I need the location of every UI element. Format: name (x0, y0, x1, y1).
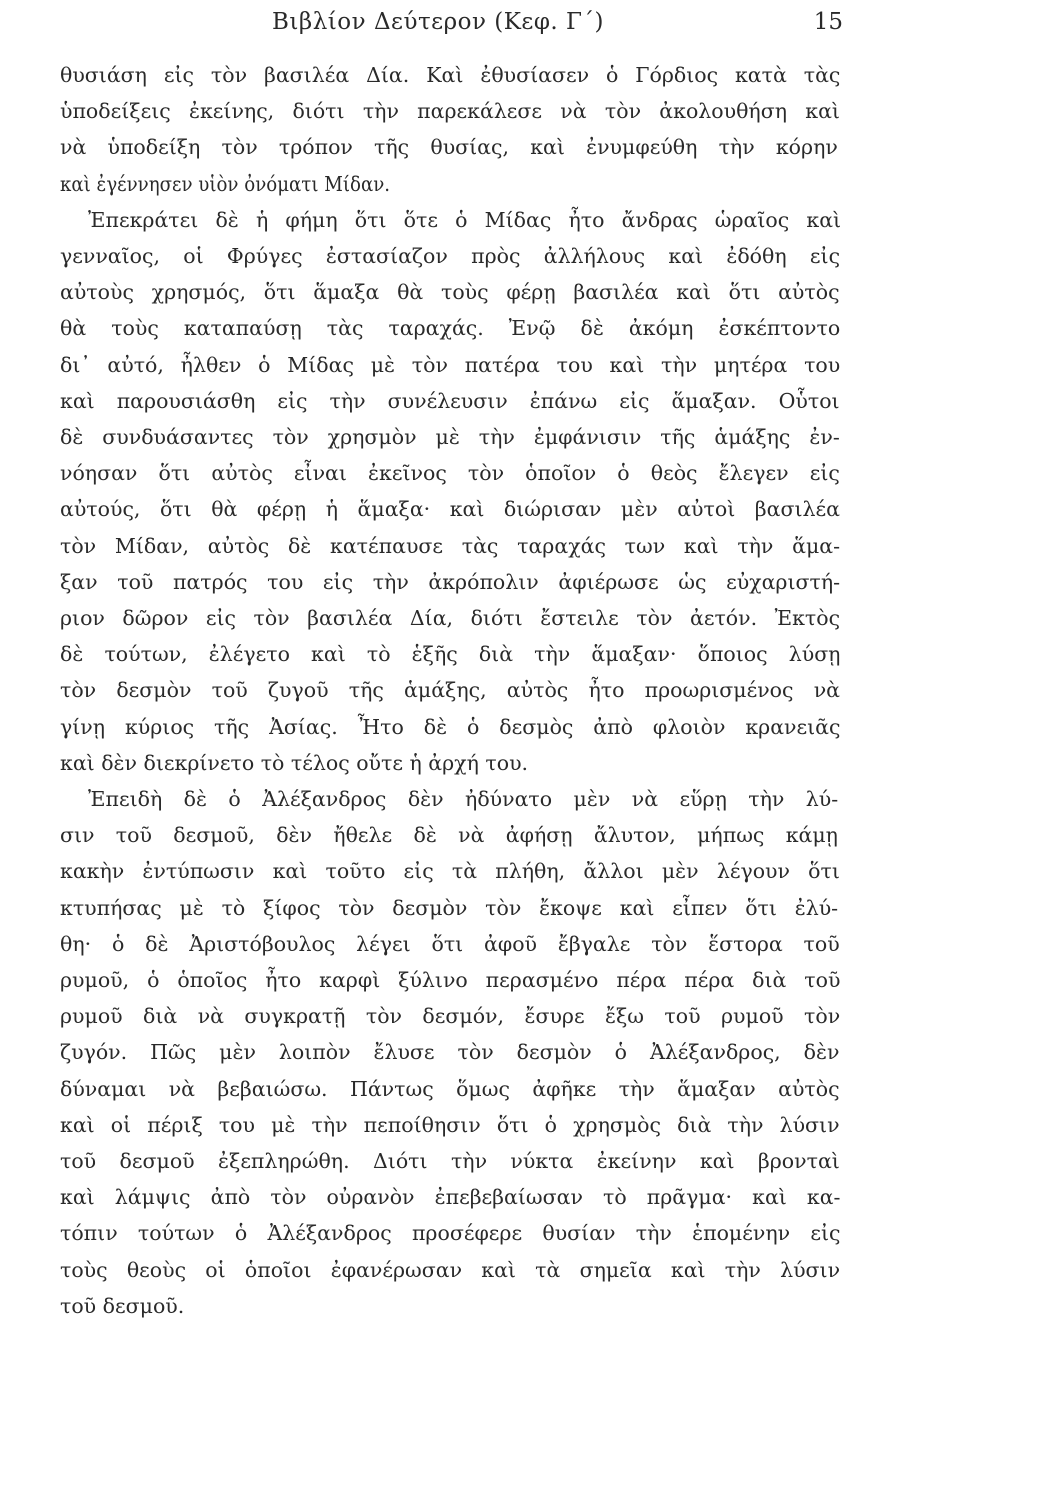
text-line: τοῦ δεσμοῦ ἐξεπληρώθη. Διότι τὴν νύκτα ἐκείνην καὶ βρονταὶ (60, 1149, 840, 1173)
text-line: δύναμαι νὰ βεβαιώσω. Πάντως ὅμως ἀφῆκε τὴν ἅμαξαν αὐτὸς (60, 1076, 840, 1101)
text-line: τὸν δεσμὸν τοῦ ζυγοῦ τῆς ἁμάξης, αὐτὸς ἦτο προωρισμένος νὰ (60, 678, 841, 703)
page-number: 15 (813, 9, 843, 35)
text-line: καὶ δὲν διεκρίνετο τὸ τέλος οὔτε ἡ ἀρχή του. (60, 750, 529, 775)
text-line: καὶ παρουσιάσθη εἰς τὴν συνέλευσιν ἐπάνω εἰς ἅμαξαν. Οὗτοι (60, 388, 840, 413)
text-line: τοὺς θεοὺς οἱ ὁποῖοι ἐφανέρωσαν καὶ τὰ σημεῖα καὶ τὴν λύσιν (60, 1257, 841, 1282)
text-line: δὲ συνδυάσαντες τὸν χρησμὸν μὲ τὴν ἐμφάνισιν τῆς ἁμάξης ἐν- (60, 425, 840, 449)
text-line: θυσιάση εἰς τὸν βασιλέα Δία. Καὶ ἐθυσίασεν ὁ Γόρδιος κατὰ τὰς (60, 63, 841, 87)
text-line: Ἐπεκράτει δὲ ἡ φήμη ὅτι ὅτε ὁ Μίδας ἦτο ἄνδρας ὡραῖος καὶ (88, 207, 842, 232)
text-line: τόπιν τούτων ὁ Ἀλέξανδρος προσέφερε θυσίαν τὴν ἑπομένην εἰς (60, 1221, 841, 1246)
text-line: γίνῃ κύριος τῆς Ἀσίας. Ἦτο δὲ ὁ δεσμὸς ἀπὸ φλοιὸν κρανειᾶς (60, 714, 841, 739)
text-line: ὑποδείξεις ἐκείνης, διότι τὴν παρεκάλεσε νὰ τὸν ἀκολουθήση καὶ (60, 99, 840, 124)
text-line: δι᾽ αὐτό, ἦλθεν ὁ Μίδας μὲ τὸν πατέρα του καὶ τὴν μητέρα του (60, 352, 841, 377)
text-line: νὰ ὑποδείξη τὸν τρόπον τῆς θυσίας, καὶ ἐνυμφεύθη τὴν κόρην (60, 135, 838, 160)
text-line: ρυμοῦ διὰ νὰ συγκρατῇ τὸν δεσμόν, ἔσυρε ἔξω τοῦ ρυμοῦ τὸν (60, 1004, 841, 1029)
text-line: θη· ὁ δὲ Ἀριστόβουλος λέγει ὅτι ἀφοῦ ἔβγαλε τὸν ἕστορα τοῦ (60, 931, 840, 956)
text-line: καὶ οἱ πέριξ του μὲ τὴν πεποίθησιν ὅτι ὁ χρησμὸς διὰ τὴν λύσιν (60, 1112, 840, 1137)
text-line: νόησαν ὅτι αὐτὸς εἶναι ἐκεῖνος τὸν ὁποῖον ὁ θεὸς ἔλεγεν εἰς (60, 461, 840, 486)
text-line: γενναῖος, οἱ Φρύγες ἐστασίαζον πρὸς ἀλλήλους καὶ ἐδόθη εἰς (60, 244, 841, 268)
text-line: σιν τοῦ δεσμοῦ, δὲν ἤθελε δὲ νὰ ἀφήσῃ ἄλυτον, μήπως κάμῃ (60, 823, 838, 848)
text-line: θὰ τοὺς καταπαύσῃ τὰς ταραχάς. Ἐνῷ δὲ ἀκόμη ἐσκέπτοντο (60, 316, 841, 341)
text-line: κακὴν ἐντύπωσιν καὶ τοῦτο εἰς τὰ πλήθη, ἄλλοι μὲν λέγουν ὅτι (60, 859, 840, 884)
text-line: δὲ τούτων, ἐλέγετο καὶ τὸ ἑξῆς διὰ τὴν ἅμαξαν· ὅποιος λύσῃ (60, 642, 841, 667)
running-title: Βιβλίον Δεύτερον (Κεφ. Γ΄) (272, 9, 604, 35)
text-line: ριον δῶρον εἰς τὸν βασιλέα Δία, διότι ἔστειλε τὸν ἀετόν. Ἐκτὸς (60, 606, 841, 630)
text-line: ξαν τοῦ πατρός του εἰς τὴν ἀκρόπολιν ἀφιέρωσε ὡς εὐχαριστή- (60, 569, 841, 594)
text-line: καὶ λάμψις ἀπὸ τὸν οὐρανὸν ἐπεβεβαίωσαν τὸ πρᾶγμα· καὶ κα- (60, 1185, 841, 1210)
running-head (0, 4, 1038, 40)
text-line: ζυγόν. Πῶς μὲν λοιπὸν ἔλυσε τὸν δεσμὸν ὁ Ἀλέξανδρος, δὲν (60, 1040, 840, 1065)
text-line: τὸν Μίδαν, αὐτὸς δὲ κατέπαυσε τὰς ταραχάς των καὶ τὴν ἅμα- (60, 533, 841, 558)
text-line: ρυμοῦ, ὁ ὁποῖος ἦτο καρφὶ ξύλινο περασμένο πέρα πέρα διὰ τοῦ (60, 968, 841, 992)
text-line: καὶ ἐγέννησεν υἱὸν ὀνόματι Μίδαν. (60, 171, 391, 196)
text-line: τοῦ δεσμοῦ. (60, 1293, 185, 1318)
text-line: αὐτούς, ὅτι θὰ φέρῃ ἡ ἅμαξα· καὶ διώρισαν μὲν αὐτοὶ βασιλέα (60, 497, 840, 522)
text-line: Ἐπειδὴ δὲ ὁ Ἀλέξανδρος δὲν ἠδύνατο μὲν νὰ εὕρῃ τὴν λύ- (88, 787, 839, 811)
text-line: κτυπήσας μὲ τὸ ξίφος τὸν δεσμὸν τὸν ἔκοψε καὶ εἶπεν ὅτι ἐλύ- (60, 895, 839, 920)
text-line: αὐτοὺς χρησμός, ὅτι ἅμαξα θὰ τοὺς φέρῃ βασιλέα καὶ ὅτι αὐτὸς (60, 280, 840, 305)
